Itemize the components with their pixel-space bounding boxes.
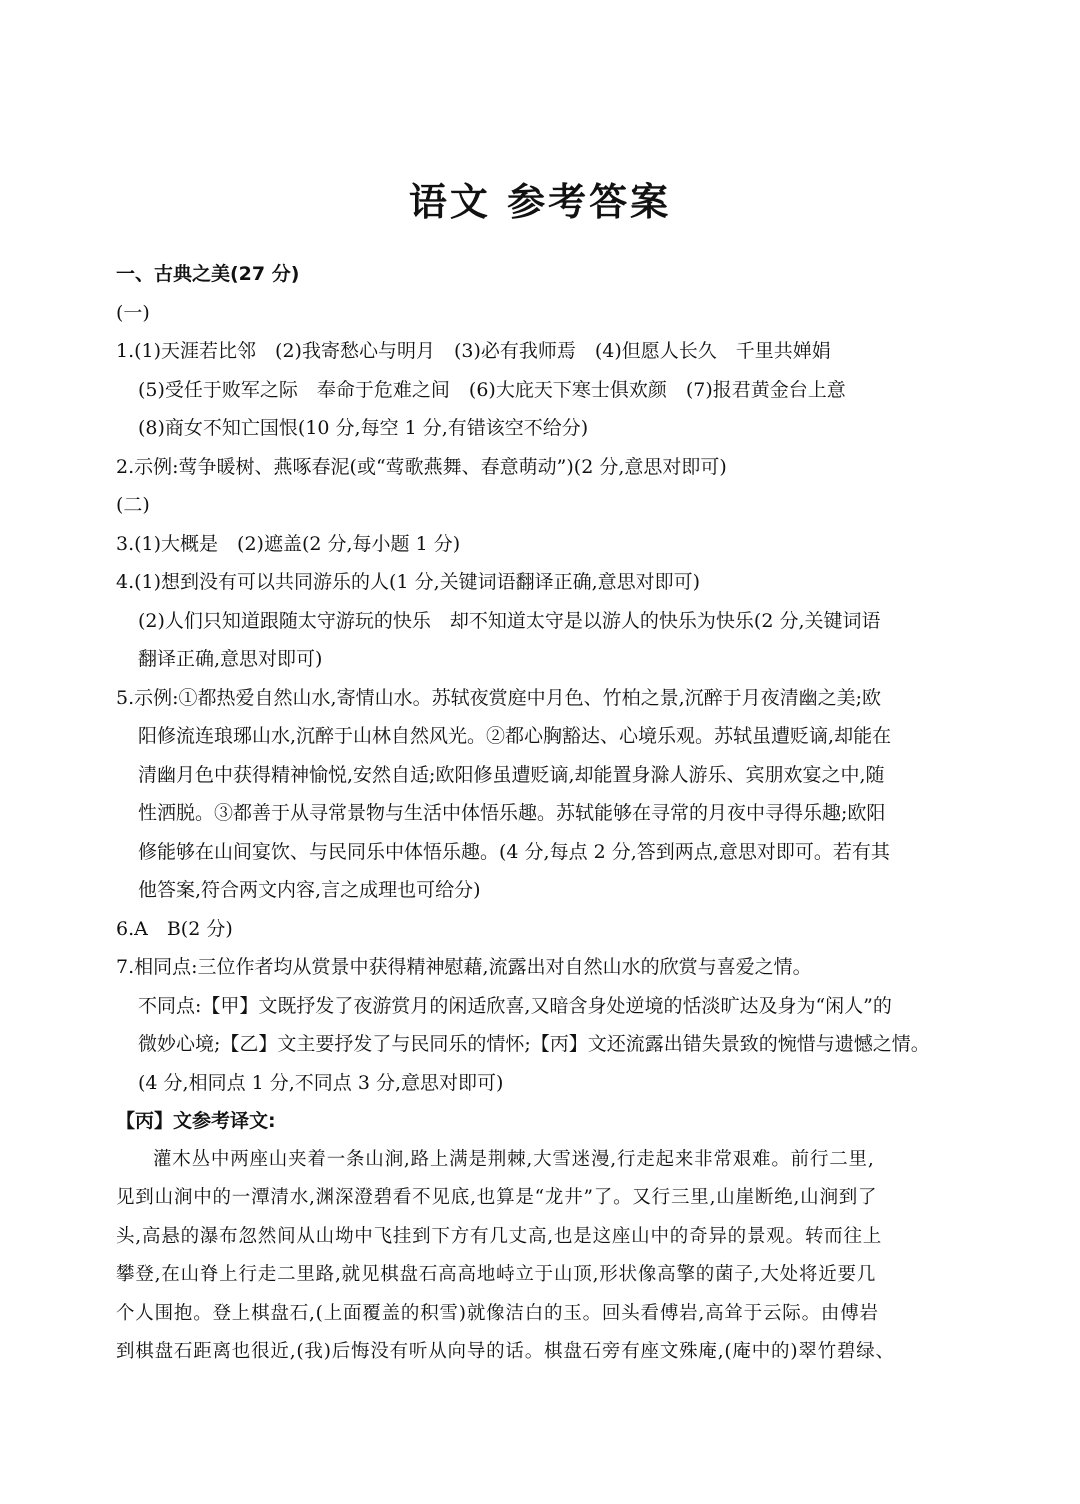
answer-3: 3.(1)大概是 (2)遮盖(2 分,每小题 1 分)	[116, 532, 461, 555]
answer-7-line-4: (4 分,相同点 1 分,不同点 3 分,意思对即可)	[138, 1071, 504, 1094]
translation-line-1: 灌木丛中两座山夹着一条山涧,路上满是荆棘,大雪迷漫,行走起来非常艰难。前行二里,	[153, 1148, 875, 1170]
answer-7-line-2: 不同点:【甲】文既抒发了夜游赏月的闲适欣喜,又暗含身处逆境的恬淡旷达及身为“闲人”的	[138, 994, 892, 1017]
answer-6: 6.A B(2 分)	[116, 917, 233, 940]
subsection-marker-1: (一)	[116, 301, 150, 324]
answer-1-line-1: 1.(1)天涯若比邻 (2)我寄愁心与明月 (3)必有我师焉 (4)但愿人长久 千里共婵娟	[116, 340, 831, 362]
translation-line-6: 到棋盘石距离也很近,(我)后悔没有听从向导的话。棋盘石旁有座文殊庵,(庵中的)翠竹碧绿、	[116, 1341, 895, 1362]
answer-1-line-2: (5)受任于败军之际 奉命于危难之间 (6)大庇天下寒士俱欢颜 (7)报君黄金台上意	[138, 378, 846, 401]
translation-text	[116, 1141, 968, 1372]
page-title: 语文 参考答案	[408, 180, 672, 224]
answer-4-line-3: 翻译正确,意思对即可)	[138, 648, 323, 670]
translation-line-5: 个人围抱。登上棋盘石,(上面覆盖的积雪)就像洁白的玉。回头看傅岩,高耸于云际。由傅岩	[116, 1302, 879, 1324]
subsection-marker-2: (二)	[116, 494, 150, 516]
answer-5-line-3: 清幽月色中获得精神愉悦,安然自适;欧阳修虽遭贬谪,却能置身滁人游乐、宾朋欢宴之中,随	[138, 763, 885, 786]
answer-7-line-3: 微妙心境;【乙】文主要抒发了与民同乐的情怀;【丙】文还流露出错失景致的惋惜与遗憾之情。	[138, 1033, 930, 1055]
answer-5-line-5: 修能够在山间宴饮、与民同乐中体悟乐趣。(4 分,每点 2 分,答到两点,意思对即可。若有其	[138, 840, 890, 863]
answer-1-line-3: (8)商女不知亡国恨(10 分,每空 1 分,有错该空不给分)	[138, 417, 589, 439]
answer-2: 2.示例:莺争暖树、燕啄春泥(或“莺歌燕舞、春意萌动”)(2 分,意思对即可)	[116, 455, 727, 478]
translation-line-3: 头,高悬的瀑布忽然间从山坳中飞挂到下方有几丈高,也是这座山中的奇异的景观。转而往上	[116, 1225, 883, 1247]
answer-4-line-1: 4.(1)想到没有可以共同游乐的人(1 分,关键词语翻译正确,意思对即可)	[116, 571, 701, 593]
section-heading-classics: 一、古典之美(27 分)	[116, 263, 300, 285]
answer-5-line-2: 阳修流连琅琊山水,沉醉于山林自然风光。②都心胸豁达、心境乐观。苏轼虽遭贬谪,却能在	[138, 725, 892, 747]
translation-line-2: 见到山涧中的一潭清水,渊深澄碧看不见底,也算是“龙井”了。又行三里,山崖断绝,山涧到了	[116, 1187, 878, 1208]
translation-heading: 【丙】文参考译文:	[116, 1110, 276, 1132]
answer-5-line-6: 他答案,符合两文内容,言之成理也可给分)	[138, 879, 481, 901]
answer-7-line-1: 7.相同点:三位作者均从赏景中获得精神慰藉,流露出对自然山水的欣赏与喜爱之情。	[116, 956, 812, 978]
translation-line-4: 攀登,在山脊上行走二里路,就见棋盘石高高地峙立于山顶,形状像高擎的菌子,大处将近要几	[116, 1264, 877, 1285]
answer-4-line-2: (2)人们只知道跟随太守游玩的快乐 却不知道太守是以游人的快乐为快乐(2 分,关键词语	[138, 609, 881, 632]
answer-content	[116, 255, 968, 1372]
answer-5-line-1: 5.示例:①都热爱自然山水,寄情山水。苏轼夜赏庭中月色、竹柏之景,沉醉于月夜清幽之美;欧	[116, 686, 882, 709]
answer-5-line-4: 性洒脱。③都善于从寻常景物与生活中体悟乐趣。苏轼能够在寻常的月夜中寻得乐趣;欧阳	[138, 802, 886, 824]
